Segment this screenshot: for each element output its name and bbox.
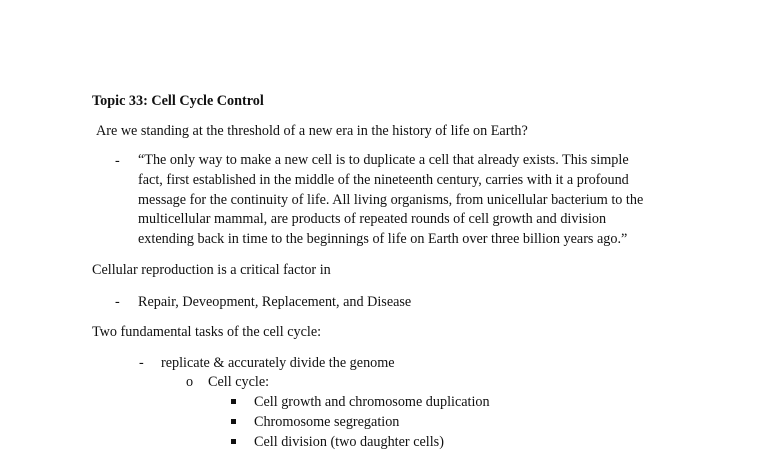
quote-line: multicellular mammal, are products of repeated rounds of cell growth and division <box>138 211 607 228</box>
square-bullet <box>231 439 236 444</box>
quote-block <box>138 151 718 250</box>
tasks-heading: Two fundamental tasks of the cell cycle: <box>92 324 322 340</box>
sub-sub-item: Cell division (two daughter cells) <box>254 434 444 450</box>
dash-marker: - <box>115 153 120 169</box>
sub-sub-item: Chromosome segregation <box>254 414 400 430</box>
quote-line: message for the continuity of life. All living organisms, from unicellular bacterium to the <box>138 191 644 208</box>
dash-marker: - <box>115 294 120 310</box>
opening-question: Are we standing at the threshold of a new era in the history of life on Earth? <box>96 123 528 139</box>
dash-marker: - <box>139 355 144 371</box>
task-item: replicate & accurately divide the genome <box>161 355 395 371</box>
reproduction-item: Repair, Deveopment, Replacement, and Disease <box>138 294 412 310</box>
quote-line: extending back in time to the beginnings of life on Earth over three billion years ago.” <box>138 231 628 248</box>
square-bullet <box>231 399 236 404</box>
square-bullet <box>231 419 236 424</box>
sub-item: Cell cycle: <box>208 374 270 390</box>
circle-bullet: o <box>186 374 194 390</box>
reproduction-heading: Cellular reproduction is a critical factor in <box>92 262 331 278</box>
quote-line: “The only way to make a new cell is to duplicate a cell that already exists. This simple <box>138 152 629 168</box>
quote-line: fact, first established in the middle of the nineteenth century, carries with it a profound <box>138 171 629 188</box>
sub-sub-item: Cell growth and chromosome duplication <box>254 394 490 410</box>
document-title: Topic 33: Cell Cycle Control <box>92 93 264 109</box>
